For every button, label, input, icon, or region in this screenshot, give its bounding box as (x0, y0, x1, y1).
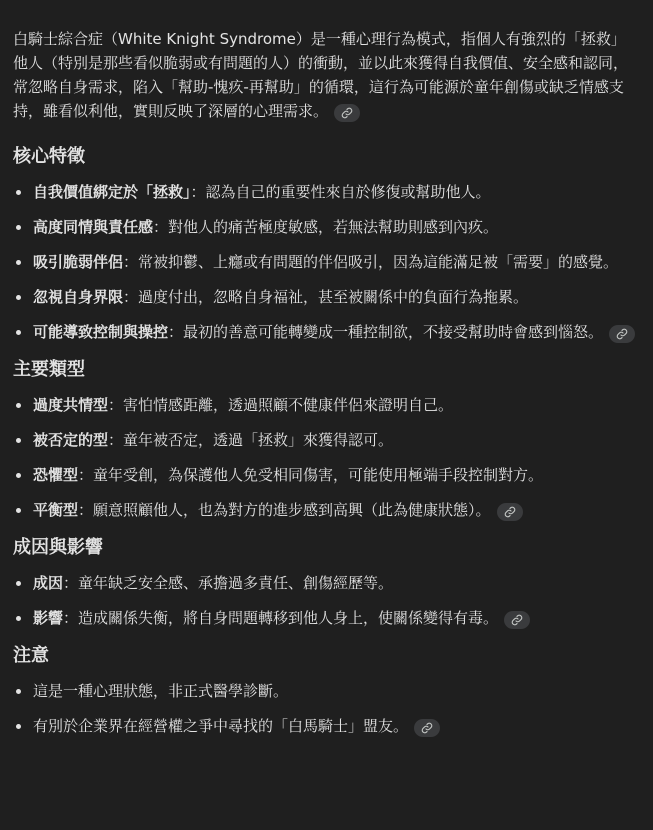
list-item (13, 250, 640, 274)
item-term: 恐懼型 (33, 466, 79, 484)
list-item (13, 498, 640, 522)
list-item (13, 428, 640, 452)
item-term: 平衡型 (33, 501, 79, 519)
section-heading-causes-effects: 成因與影響 (13, 537, 103, 558)
source-link-chip[interactable] (504, 611, 530, 629)
main-types-list (13, 393, 640, 522)
item-text: 有別於企業界在經營權之爭中尋找的「白馬騎士」盟友。 (33, 717, 409, 735)
item-term: 影響 (33, 609, 64, 627)
item-term: 過度共情型 (33, 396, 109, 414)
core-features-list (13, 180, 640, 344)
source-link-chip[interactable] (609, 325, 635, 343)
source-link-chip[interactable] (497, 503, 523, 521)
section-heading-core-features: 核心特徵 (13, 146, 85, 167)
causes-effects-list (13, 571, 640, 630)
source-link-chip[interactable] (414, 719, 440, 737)
list-item (13, 285, 640, 309)
notes-list (13, 679, 640, 738)
item-term: 被否定的型 (33, 431, 109, 449)
item-term: 忽視自身界限 (33, 288, 124, 306)
list-item (13, 320, 640, 344)
item-text: ：常被抑鬱、上癮或有問題的伴侶吸引，因為這能滿足被「需要」的感覺。 (123, 253, 619, 271)
item-text: ：願意照顧他人，也為對方的進步感到高興（此為健康狀態）。 (78, 501, 491, 519)
item-text: ：認為自己的重要性來自於修復或幫助他人。 (190, 183, 491, 201)
list-item (13, 180, 640, 204)
item-text: ：對他人的痛苦極度敏感，若無法幫助則感到內疚。 (153, 218, 499, 236)
list-item (13, 393, 640, 417)
section-heading-notes: 注意 (13, 645, 49, 666)
link-icon (511, 614, 523, 626)
item-term: 成因 (33, 574, 64, 592)
source-link-chip[interactable] (334, 104, 360, 122)
link-icon (504, 506, 516, 518)
link-icon (421, 722, 433, 734)
item-term: 吸引脆弱伴侶 (33, 253, 124, 271)
list-item (13, 463, 640, 487)
item-term: 高度同情與責任感 (33, 218, 154, 236)
list-item (13, 714, 640, 738)
item-text: ：過度付出，忽略自身福祉，甚至被關係中的負面行為拖累。 (123, 288, 529, 306)
item-text: ：最初的善意可能轉變成一種控制欲，不接受幫助時會感到惱怒。 (168, 323, 604, 341)
response-content (13, 27, 640, 752)
section-heading-main-types: 主要類型 (13, 359, 85, 380)
link-icon (341, 107, 353, 119)
item-text: ：童年缺乏安全感、承擔過多責任、創傷經歷等。 (63, 574, 394, 592)
link-icon (616, 328, 628, 340)
list-item (13, 606, 640, 630)
intro-paragraph (13, 27, 640, 123)
item-text: ：童年受創，為保護他人免受相同傷害，可能使用極端手段控制對方。 (78, 466, 544, 484)
item-term: 自我價值綁定於「拯救」 (33, 183, 191, 201)
intro-text: 白騎士綜合症（White Knight Syndrome）是一種心理行為模式，指個人有強烈的「拯救」他人（特別是那些看似脆弱或有問題的人）的衝動，並以此來獲得自我價值、安全感和認同，常忽略自身需求，陷入「幫助-愧疚-再幫助」的循環，這行為可能源於童年創傷或缺乏情感支持，雖看似利他，實則反映了深層的心理需求。 (13, 30, 629, 120)
item-text: ：童年被否定，透過「拯救」來獲得認可。 (108, 431, 394, 449)
item-text: ：造成關係失衡，將自身問題轉移到他人身上，使關係變得有毒。 (63, 609, 499, 627)
item-term: 可能導致控制與操控 (33, 323, 169, 341)
list-item (13, 215, 640, 239)
item-text: 這是一種心理狀態，非正式醫學診斷。 (33, 682, 289, 700)
list-item (13, 571, 640, 595)
list-item (13, 679, 640, 703)
item-text: ：害怕情感距離，透過照顧不健康伴侶來證明自己。 (108, 396, 454, 414)
